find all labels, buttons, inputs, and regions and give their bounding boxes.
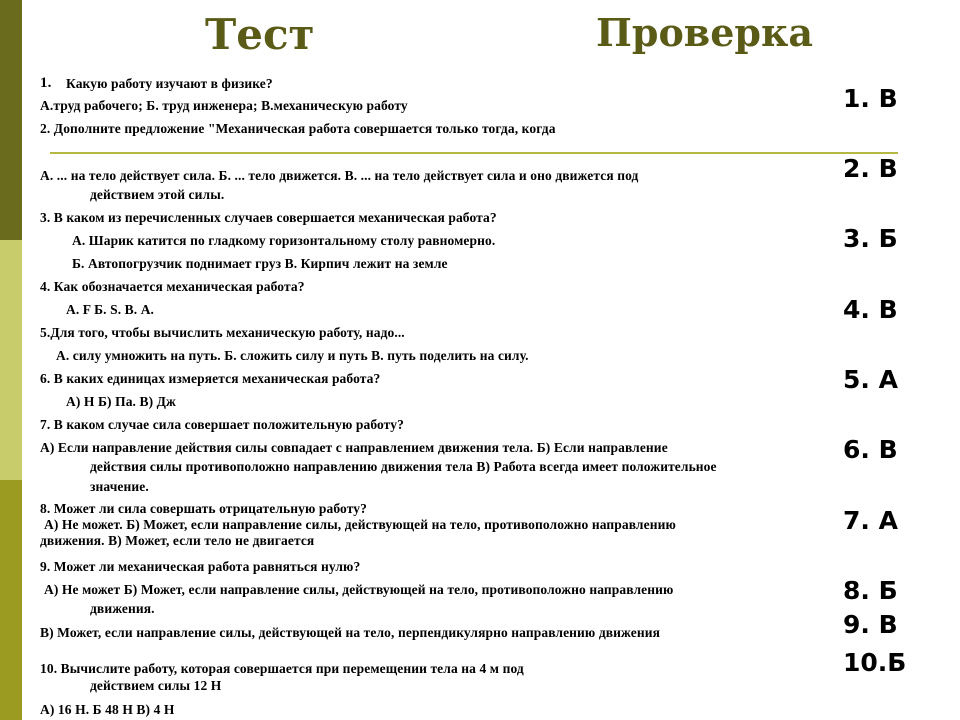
side-band-middle [0,240,22,480]
answer-2: 2. В [843,154,898,183]
question-8-options-cont: движения. В) Может, если тело не двигается [40,533,315,548]
answer-3: 3. Б [843,224,898,253]
side-band-top [0,0,22,240]
side-band-bottom [0,480,22,720]
question-7: 7. В каком случае сила совершает положительную работу? [40,417,404,432]
answer-10: 10.Б [843,648,907,677]
question-2: 2. Дополните предложение "Механическая работа совершается только тогда, когда [40,121,556,136]
question-6-options: А) Н Б) Па. В) Дж [66,394,176,409]
question-8-options: А) Не может. Б) Может, если направление силы, действующей на тело, противоположно направлению [44,517,676,532]
question-1-number: 1. [40,75,52,91]
title-check: Проверка [596,10,814,55]
question-3-option-a: А. Шарик катится по гладкому горизонтальному столу равномерно. [72,233,496,248]
title-test: Тест [205,10,315,59]
question-1-options: А.труд рабочего; Б. труд инженера; В.механическую работу [40,98,408,113]
question-3-option-bc: Б. Автопогрузчик поднимает груз В. Кирпич лежит на земле [72,256,448,271]
question-9-options: А) Не может Б) Может, если направление силы, действующей на тело, противоположно направлению [44,582,674,597]
question-10-cont: действием силы 12 Н [90,678,222,693]
question-5: 5.Для того, чтобы вычислить механическую работу, надо... [40,325,405,340]
answer-7: 7. А [843,506,898,535]
answer-8: 8. Б [843,576,898,605]
question-2-options: А. ... на тело действует сила. Б. ... тело движется. В. ... на тело действует сила и оно движется под [40,168,639,183]
answer-5: 5. А [843,365,898,394]
question-7-options-cont: действия силы противоположно направлению движения тела В) Работа всегда имеет положительное [90,459,717,474]
question-9: 9. Может ли механическая работа равняться нулю? [40,559,361,574]
question-4-options: А. F Б. S. В. А. [66,302,155,317]
question-7-options-end: значение. [90,479,149,494]
question-7-options: А) Если направление действия силы совпадает с направлением движения тела. Б) Если направление [40,440,668,455]
question-10: 10. Вычислите работу, которая совершается при перемещении тела на 4 м под [40,661,524,676]
question-6: 6. В каких единицах измеряется механическая работа? [40,371,381,386]
question-3: 3. В каком из перечисленных случаев совершается механическая работа? [40,210,497,225]
answer-1: 1. В [843,84,898,113]
answer-4: 4. В [843,295,898,324]
question-9-options-cont: движения. [90,601,155,616]
question-10-options: А) 16 Н. Б 48 Н В) 4 Н [40,702,175,717]
question-2-options-cont: действием этой силы. [90,187,225,202]
question-8: 8. Может ли сила совершать отрицательную работу? [40,501,367,516]
question-1: Какую работу изучают в физике? [66,76,273,91]
question-4: 4. Как обозначается механическая работа? [40,279,305,294]
answer-9: 9. В [843,610,898,639]
question-9-option-c: В) Может, если направление силы, действующей на тело, перпендикулярно направлению движения [40,625,660,640]
question-5-options: А. силу умножить на путь. Б. сложить силу и путь В. путь поделить на силу. [56,348,529,363]
divider-line [50,152,898,154]
answer-6: 6. В [843,435,898,464]
